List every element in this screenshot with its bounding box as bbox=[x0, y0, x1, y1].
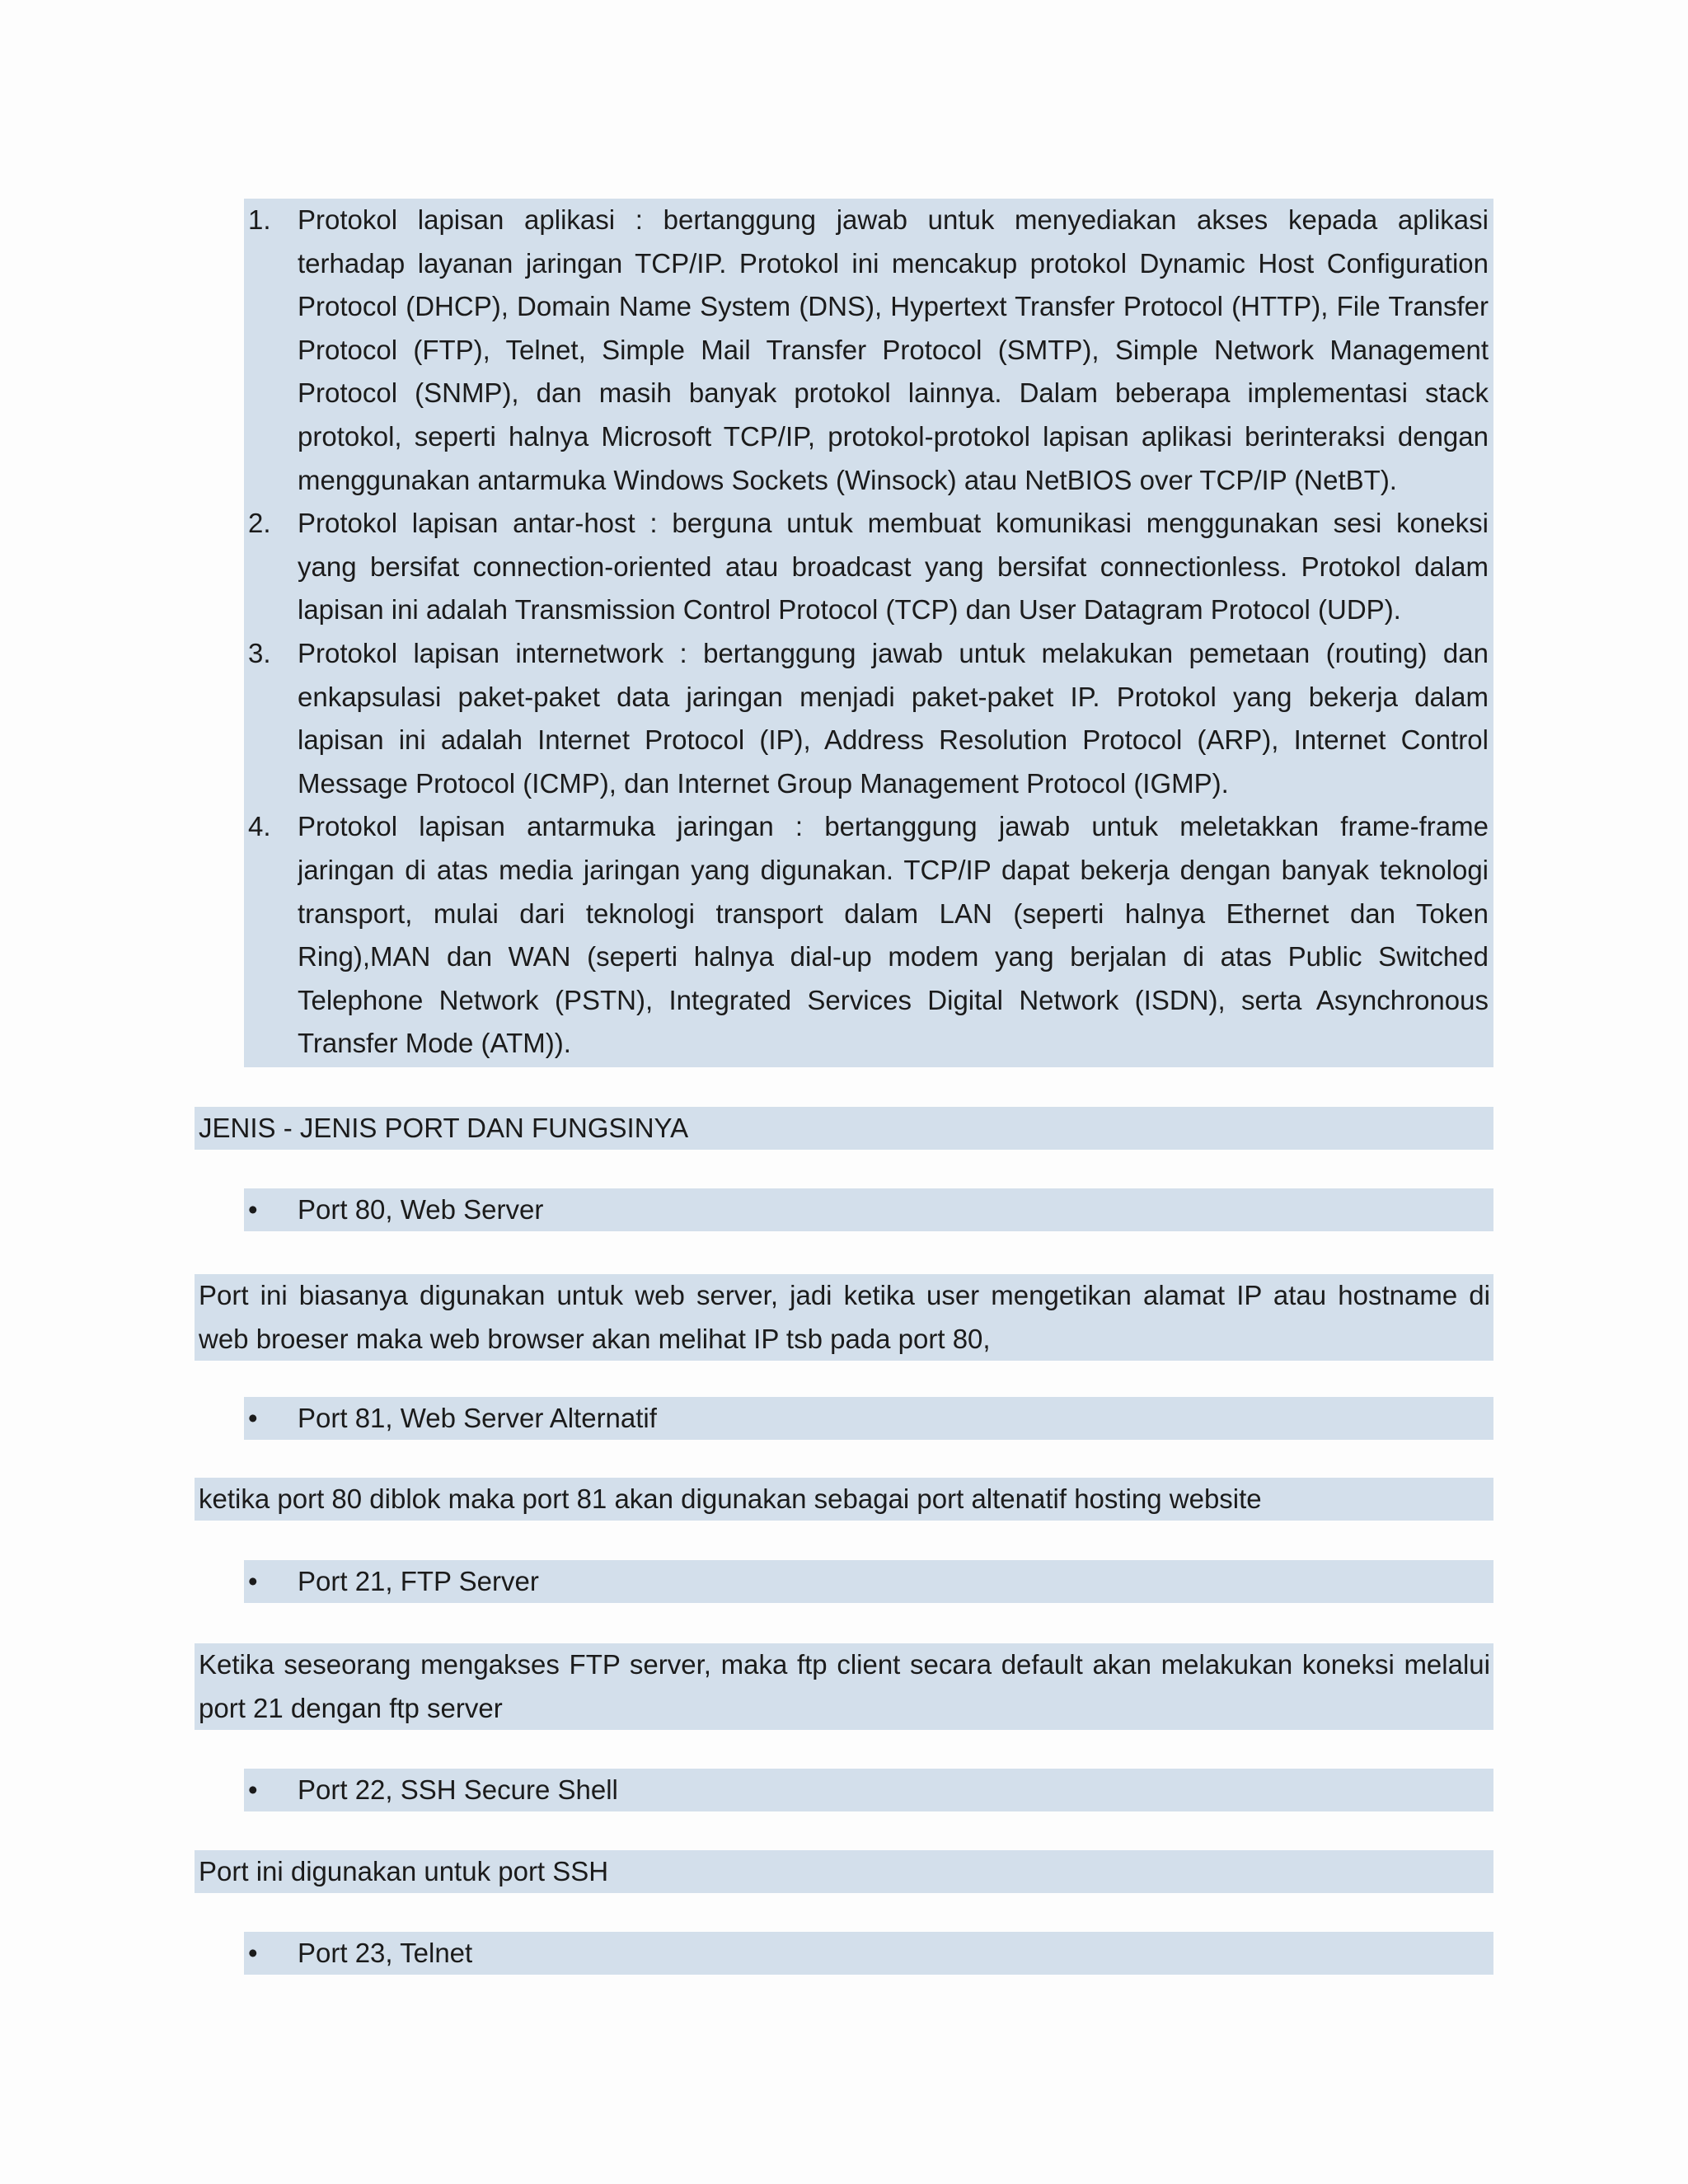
list-number: 1. bbox=[248, 204, 271, 235]
list-line: protokol, seperti halnya Microsoft TCP/IP, protokol-protokol lapisan aplikasi berinteraksi dengan bbox=[298, 421, 1489, 452]
bullet-icon: • bbox=[248, 1774, 258, 1805]
heading-text: JENIS - JENIS PORT DAN FUNGSINYA bbox=[199, 1113, 689, 1143]
port-description bbox=[195, 1850, 1493, 1893]
list-line: Protokol lapisan internetwork : bertanggung jawab untuk melakukan pemetaan (routing) dan bbox=[298, 638, 1489, 668]
description-line: Ketika seseorang mengakses FTP server, maka ftp client secara default akan melakukan koneksi melalui bbox=[199, 1649, 1490, 1680]
list-line: Transfer Mode (ATM)). bbox=[298, 1028, 571, 1059]
list-line: yang bersifat connection-oriented atau broadcast yang bersifat connectionless. Protokol dalam bbox=[298, 551, 1489, 582]
list-line: Ring),MAN dan WAN (seperti halnya dial-up modem yang berjalan di atas Public Switched bbox=[298, 941, 1489, 972]
list-line: lapisan ini adalah Transmission Control Protocol (TCP) dan User Datagram Protocol (UDP). bbox=[298, 594, 1401, 626]
port-list-item bbox=[244, 1769, 1493, 1811]
port-list-item bbox=[244, 1188, 1493, 1231]
list-number: 3. bbox=[248, 638, 271, 668]
list-item bbox=[244, 199, 1493, 502]
port-title: Port 80, Web Server bbox=[298, 1194, 544, 1225]
description-line: ketika port 80 diblok maka port 81 akan digunakan sebagai port altenatif hosting website bbox=[199, 1483, 1262, 1514]
bullet-icon: • bbox=[248, 1938, 258, 1968]
list-line: Protocol (DHCP), Domain Name System (DNS), Hypertext Transfer Protocol (HTTP), File Transfer bbox=[298, 291, 1489, 322]
list-item bbox=[244, 502, 1493, 632]
list-line: Protokol lapisan antarmuka jaringan : bertanggung jawab untuk meletakkan frame-frame bbox=[298, 811, 1489, 842]
list-line: terhadap layanan jaringan TCP/IP. Protokol ini mencakup protokol Dynamic Host Configuration bbox=[298, 247, 1489, 279]
list-item bbox=[244, 805, 1493, 1067]
list-number: 4. bbox=[248, 811, 271, 842]
port-list-item bbox=[244, 1397, 1493, 1440]
list-line: Telephone Network (PSTN), Integrated Services Digital Network (ISDN), serta Asynchronous bbox=[298, 984, 1489, 1015]
list-line: Protokol lapisan antar-host : berguna untuk membuat komunikasi menggunakan sesi koneksi bbox=[298, 508, 1489, 539]
port-title: Port 22, SSH Secure Shell bbox=[298, 1774, 618, 1805]
port-description bbox=[195, 1643, 1493, 1730]
list-line: lapisan ini adalah Internet Protocol (IP), Address Resolution Protocol (ARP), Internet Control bbox=[298, 724, 1489, 756]
bullet-icon: • bbox=[248, 1194, 258, 1225]
bullet-icon: • bbox=[248, 1566, 258, 1596]
list-number: 2. bbox=[248, 508, 271, 539]
port-description bbox=[195, 1274, 1493, 1361]
port-list-item bbox=[244, 1560, 1493, 1603]
list-line: transport, mulai dari teknologi transport dalam LAN (seperti halnya Ethernet dan Token bbox=[298, 898, 1489, 929]
list-line: Protokol lapisan aplikasi : bertanggung jawab untuk menyediakan akses kepada aplikasi bbox=[298, 204, 1489, 235]
description-line: port 21 dengan ftp server bbox=[199, 1692, 503, 1723]
list-item bbox=[244, 632, 1493, 806]
description-line: Port ini digunakan untuk port SSH bbox=[199, 1856, 609, 1886]
section-heading bbox=[195, 1107, 1493, 1150]
port-title: Port 23, Telnet bbox=[298, 1938, 473, 1968]
port-title: Port 21, FTP Server bbox=[298, 1566, 539, 1596]
list-line: jaringan di atas media jaringan yang digunakan. TCP/IP dapat bekerja dengan banyak teknologi bbox=[298, 854, 1489, 885]
list-line: Protocol (SNMP), dan masih banyak protokol lainnya. Dalam beberapa implementasi stack bbox=[298, 377, 1489, 409]
bullet-icon: • bbox=[248, 1403, 258, 1433]
list-line: Protocol (FTP), Telnet, Simple Mail Transfer Protocol (SMTP), Simple Network Management bbox=[298, 334, 1489, 365]
list-line: Message Protocol (ICMP), dan Internet Group Management Protocol (IGMP). bbox=[298, 767, 1229, 799]
description-line: Port ini biasanya digunakan untuk web server, jadi ketika user mengetikan alamat IP atau hostname di bbox=[199, 1280, 1490, 1310]
port-list-item bbox=[244, 1932, 1493, 1975]
list-line: menggunakan antarmuka Windows Sockets (Winsock) atau NetBIOS over TCP/IP (NetBT). bbox=[298, 464, 1397, 495]
description-line: web broeser maka web browser akan melihat IP tsb pada port 80, bbox=[199, 1323, 991, 1354]
port-title: Port 81, Web Server Alternatif bbox=[298, 1403, 657, 1433]
protocol-layer-list bbox=[244, 199, 1493, 1067]
port-description bbox=[195, 1478, 1493, 1521]
list-line: enkapsulasi paket-paket data jaringan menjadi paket-paket IP. Protokol yang bekerja dalam bbox=[298, 681, 1489, 712]
